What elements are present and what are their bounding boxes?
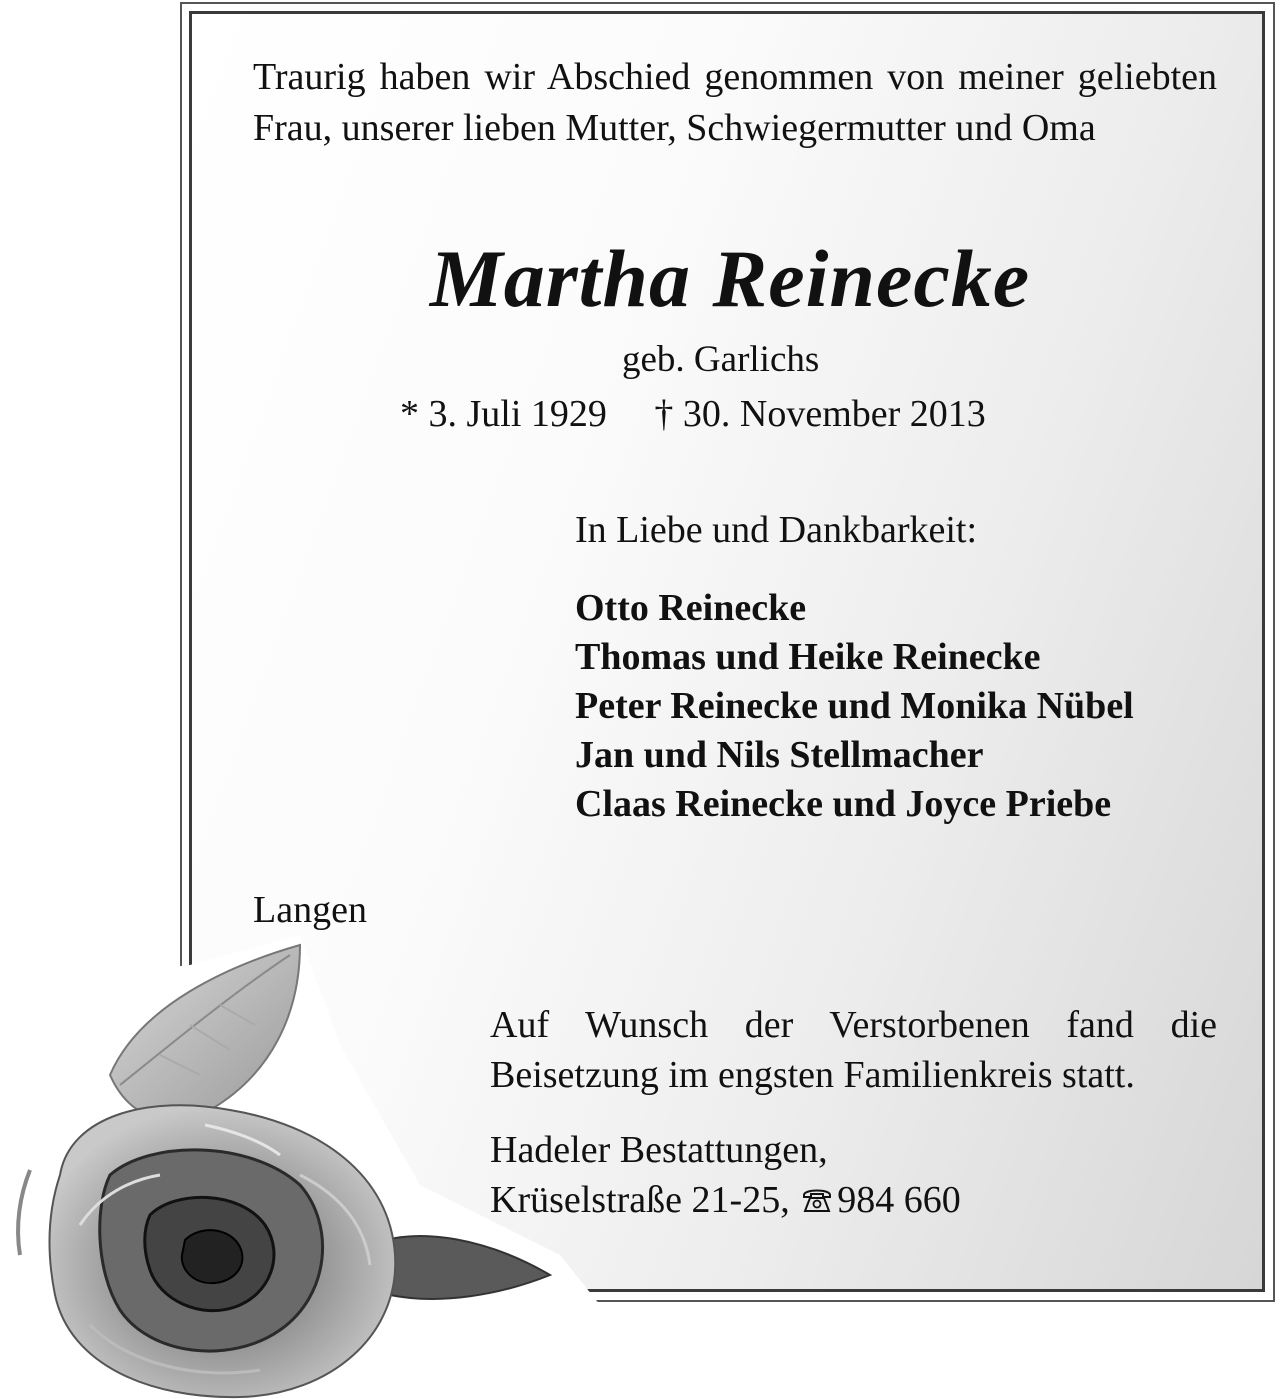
undertaker-phone: 984 660: [837, 1179, 961, 1221]
telephone-icon: [801, 1177, 833, 1227]
thanks-line: In Liebe und Dankbarkeit:: [575, 509, 978, 551]
deceased-name: Martha Reinecke: [429, 233, 1031, 324]
death-date: † 30. November 2013: [654, 393, 986, 435]
place-name: Langen: [253, 889, 367, 931]
mourner-item: Otto Reinecke: [575, 587, 807, 629]
mourner-item: Claas Reinecke und Joyce Priebe: [575, 783, 1112, 825]
mourners-list: [575, 584, 1134, 829]
mourner-item: Thomas und Heike Reinecke: [575, 636, 1041, 678]
birth-date: * 3. Juli 1929: [400, 393, 607, 435]
maiden-name: geb. Garlichs: [622, 339, 820, 380]
undertaker-address: Krüselstraße 21-25,: [490, 1179, 790, 1221]
life-dates: [400, 392, 986, 436]
mourner-item: Peter Reinecke und Monika Nübel: [575, 685, 1134, 727]
burial-note: Auf Wunsch der Verstorbenen fand die Beisetzung im engsten Familienkreis statt.: [490, 1004, 1217, 1096]
undertaker-name: Hadeler Bestattungen,: [490, 1129, 828, 1171]
rose-image: [0, 925, 600, 1399]
intro-text: Traurig haben wir Abschied genommen von meiner geliebten Frau, unserer lieben Mutter, Schwiegermutter und Oma: [253, 56, 1217, 149]
mourner-item: Jan und Nils Stellmacher: [575, 734, 984, 776]
